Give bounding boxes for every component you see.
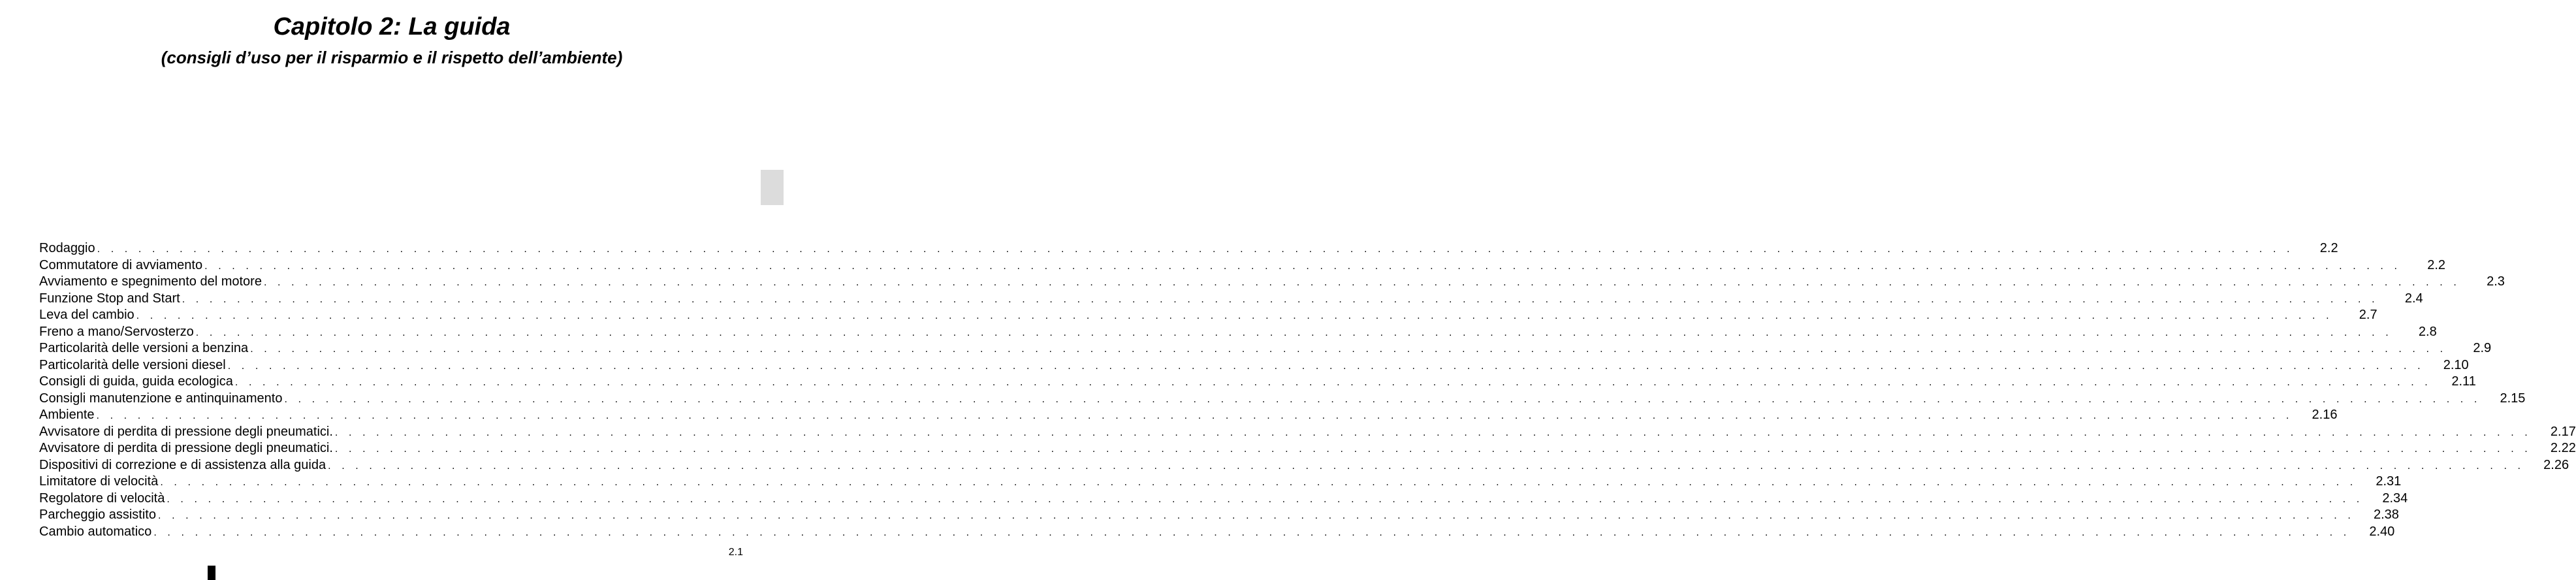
toc-dot-leader: . . . . . . . . . . . . . . . . . . . . . . . . . . . . . . . . . . . . . . . . . . . . . . . . . . . . . . . . . . . . . . . . . . . . . . . . . . . . . . . . . . . . . . . . . . . . . . . . . . . . . . . . . . . . . . . . . . . . . . . . . . . . . . . . . . . . . . . . . . . . . . . . . . . . . . . . . . . . . . . . (160, 477, 2357, 488)
toc-entry (39, 374, 2476, 391)
toc-entry (39, 491, 2408, 508)
toc-entry-page: 2.22 (2550, 441, 2576, 455)
toc-entry (39, 307, 2377, 324)
toc-entry-label: Consigli di guida, guida ecologica (39, 374, 233, 389)
toc-entry (39, 440, 2576, 457)
toc-entry (39, 257, 2446, 274)
toc-dot-leader: . . . . . . . . . . . . . . . . . . . . . . . . . . . . . . . . . . . . . . . . . . . . . . . . . . . . . . . . . . . . . . . . . . . . . . . . . . . . . . . . . . . . . . . . . . . . . . . . . . . . . . . . . . . . . . . . . . . . . . . . . . . . . . . . . . . . . . . . . . . . . . . . . . . . . . . . . . . . . . . . (182, 293, 2379, 305)
toc-entry (39, 357, 2469, 374)
toc-entry (39, 474, 2402, 491)
toc-dot-leader: . . . . . . . . . . . . . . . . . . . . . . . . . . . . . . . . . . . . . . . . . . . . . . . . . . . . . . . . . . . . . . . . . . . . . . . . . . . . . . . . . . . . . . . . . . . . . . . . . . . . . . . . . . . . . . . . . . . . . . . . . . . . . . . . . . . . . . . . . . . . . . . . . . . . . . . . . . . . . . . . (328, 460, 2525, 472)
toc-entry-label: Cambio automatico (39, 524, 152, 539)
toc-entry-label: Commutatore di avviamento (39, 257, 203, 272)
toc-entry (39, 324, 2437, 341)
toc-entry-page: 2.26 (2543, 457, 2569, 472)
toc-entry-page: 2.3 (2487, 274, 2505, 289)
toc-entry-page: 2.11 (2451, 374, 2476, 389)
toc-dot-leader: . . . . . . . . . . . . . . . . . . . . . . . . . . . . . . . . . . . . . . . . . . . . . . . . . . . . . . . . . . . . . . . . . . . . . . . . . . . . . . . . . . . . . . . . . . . . . . . . . . . . . . . . . . . . . . . . . . . . . . . . . . . . . . . . . . . . . . . . . . . . . . . . . . . . . . . . . . . . . . . . (96, 410, 2293, 421)
toc-dot-leader: . . . . . . . . . . . . . . . . . . . . . . . . . . . . . . . . . . . . . . . . . . . . . . . . . . . . . . . . . . . . . . . . . . . . . . . . . . . . . . . . . . . . . . . . . . . . . . . . . . . . . . . . . . . . . . . . . . . . . . . . . . . . . . . . . . . . . . . . . . . . . . . . . . . . . . . . . . . . . . . . (204, 260, 2402, 272)
toc-entry-page: 2.31 (2376, 474, 2402, 489)
toc-entry (39, 507, 2399, 524)
toc-dot-leader: . . . . . . . . . . . . . . . . . . . . . . . . . . . . . . . . . . . . . . . . . . . . . . . . . . . . . . . . . . . . . . . . . . . . . . . . . . . . . . . . . . . . . . . . . . . . . . . . . . . . . . . . . . . . . . . . . . . . . . . . . . . . . . . . . . . . . . . . . . . . . . . . . . . . . . . . . . . . . . . . (167, 493, 2364, 505)
toc-entry (39, 291, 2423, 308)
toc-entry-label: Particolarità delle versioni a benzina (39, 341, 249, 355)
toc-entry-page: 2.17 (2550, 424, 2576, 439)
toc-entry-page: 2.2 (2427, 257, 2446, 272)
toc-entry-page: 2.16 (2312, 408, 2338, 422)
toc-entry-label: Avviamento e spegnimento del motore (39, 274, 262, 289)
toc-entry-page: 2.34 (2382, 491, 2408, 506)
toc-dot-leader: . . . . . . . . . . . . . . . . . . . . . . . . . . . . . . . . . . . . . . . . . . . . . . . . . . . . . . . . . . . . . . . . . . . . . . . . . . . . . . . . . . . . . . . . . . . . . . . . . . . . . . . . . . . . . . . . . . . . . . . . . . . . . . . . . . . . . . . . . . . . . . . . . . . . . . . . . . . . . . . . (153, 526, 2351, 538)
toc-entry-label: Leva del cambio (39, 308, 135, 322)
toc-entry-label: Limitatore di velocità (39, 474, 159, 489)
toc-entry-page: 2.2 (2319, 241, 2338, 255)
toc-dot-leader: . . . . . . . . . . . . . . . . . . . . . . . . . . . . . . . . . . . . . . . . . . . . . . . . . . . . . . . . . . . . . . . . . . . . . . . . . . . . . . . . . . . . . . . . . . . . . . . . . . . . . . . . . . . . . . . . . . . . . . . . . . . . . . . . . . . . . . . . . . . . . . . . . . . . . . . . . . . . . . . . (234, 377, 2432, 388)
toc-dot-leader: . . . . . . . . . . . . . . . . . . . . . . . . . . . . . . . . . . . . . . . . . . . . . . . . . . . . . . . . . . . . . . . . . . . . . . . . . . . . . . . . . . . . . . . . . . . . . . . . . . . . . . . . . . . . . . . . . . . . . . . . . . . . . . . . . . . . . . . . . . . . . . . . . . . . . . . . . . . . . . . . (227, 360, 2425, 372)
toc-entry (39, 457, 2569, 474)
toc-dot-leader: . . . . . . . . . . . . . . . . . . . . . . . . . . . . . . . . . . . . . . . . . . . . . . . . . . . . . . . . . . . . . . . . . . . . . . . . . . . . . . . . . . . . . . . . . . . . . . . . . . . . . . . . . . . . . . . . . . . . . . . . . . . . . . . . . . . . . . . . . . . . . . . . . . . . . . . . . . . . . . . . (334, 443, 2532, 455)
toc-dot-leader: . . . . . . . . . . . . . . . . . . . . . . . . . . . . . . . . . . . . . . . . . . . . . . . . . . . . . . . . . . . . . . . . . . . . . . . . . . . . . . . . . . . . . . . . . . . . . . . . . . . . . . . . . . . . . . . . . . . . . . . . . . . . . . . . . . . . . . . . . . . . . . . . . . . . . . . . . . . . . . . . (97, 244, 2294, 255)
page-number: 2.1 (728, 547, 743, 558)
toc-entry (39, 524, 2395, 541)
toc-entry-label: Regolatore di velocità (39, 491, 165, 506)
toc-dot-leader: . . . . . . . . . . . . . . . . . . . . . . . . . . . . . . . . . . . . . . . . . . . . . . . . . . . . . . . . . . . . . . . . . . . . . . . . . . . . . . . . . . . . . . . . . . . . . . . . . . . . . . . . . . . . . . . . . . . . . . . . . . . . . . . . . . . . . . . . . . . . . . . . . . . . . . . . . . . . . . . . (136, 310, 2333, 321)
toc-entry (39, 407, 2338, 424)
toc-entry-page: 2.40 (2369, 524, 2395, 539)
toc-entry (39, 240, 2338, 257)
toc-entry-page: 2.7 (2359, 308, 2377, 322)
toc-entry (39, 340, 2492, 357)
chapter-title: Capitolo 2: La guida (273, 13, 511, 40)
toc-dot-leader: . . . . . . . . . . . . . . . . . . . . . . . . . . . . . . . . . . . . . . . . . . . . . . . . . . . . . . . . . . . . . . . . . . . . . . . . . . . . . . . . . . . . . . . . . . . . . . . . . . . . . . . . . . . . . . . . . . . . . . . . . . . . . . . . . . . . . . . . . . . . . . . . . . . . . . . . . . . . . . . . (195, 327, 2393, 338)
toc-entry-label: Avvisatore di perdita di pressione degli pneumatici. (39, 441, 333, 455)
toc-entry-label: Consigli manutenzione e antinquinamento (39, 391, 283, 406)
toc-entry-page: 2.9 (2473, 341, 2492, 355)
toc-dot-leader: . . . . . . . . . . . . . . . . . . . . . . . . . . . . . . . . . . . . . . . . . . . . . . . . . . . . . . . . . . . . . . . . . . . . . . . . . . . . . . . . . . . . . . . . . . . . . . . . . . . . . . . . . . . . . . . . . . . . . . . . . . . . . . . . . . . . . . . . . . . . . . . . . . . . . . . . . . . . . . . . (157, 510, 2355, 521)
toc-entry-page: 2.15 (2500, 391, 2526, 406)
toc-entry-page: 2.8 (2418, 324, 2437, 339)
toc-dot-leader: . . . . . . . . . . . . . . . . . . . . . . . . . . . . . . . . . . . . . . . . . . . . . . . . . . . . . . . . . . . . . . . . . . . . . . . . . . . . . . . . . . . . . . . . . . . . . . . . . . . . . . . . . . . . . . . . . . . . . . . . . . . . . . . . . . . . . . . . . . . . . . . . . . . . . . . . . . . . . . . . (284, 393, 2481, 405)
toc-dot-leader: . . . . . . . . . . . . . . . . . . . . . . . . . . . . . . . . . . . . . . . . . . . . . . . . . . . . . . . . . . . . . . . . . . . . . . . . . . . . . . . . . . . . . . . . . . . . . . . . . . . . . . . . . . . . . . . . . . . . . . . . . . . . . . . . . . . . . . . . . . . . . . . . . . . . . . . . . . . . . . . . (250, 344, 2447, 355)
toc-entry-label: Ambiente (39, 408, 95, 422)
toc-dot-leader: . . . . . . . . . . . . . . . . . . . . . . . . . . . . . . . . . . . . . . . . . . . . . . . . . . . . . . . . . . . . . . . . . . . . . . . . . . . . . . . . . . . . . . . . . . . . . . . . . . . . . . . . . . . . . . . . . . . . . . . . . . . . . . . . . . . . . . . . . . . . . . . . . . . . . . . . . . . . . . . . (334, 427, 2532, 438)
chapter-tab-marker (761, 170, 784, 205)
toc-entry (39, 424, 2576, 441)
toc-entry-label: Rodaggio (39, 241, 95, 255)
toc-entry (39, 274, 2505, 291)
toc-entry-label: Funzione Stop and Start (39, 291, 180, 306)
crop-mark (208, 566, 215, 580)
toc-entry (39, 391, 2526, 408)
toc-entry-label: Dispositivi di correzione e di assistenza alla guida (39, 457, 326, 472)
table-of-contents (39, 240, 2576, 540)
toc-entry-label: Freno a mano/Servosterzo (39, 324, 194, 339)
toc-entry-page: 2.10 (2443, 357, 2469, 372)
toc-entry-page: 2.38 (2374, 508, 2399, 522)
chapter-subtitle: (consigli d’uso per il risparmio e il rispetto dell’ambiente) (161, 48, 623, 67)
toc-entry-page: 2.4 (2404, 291, 2423, 306)
toc-entry-label: Parcheggio assistito (39, 508, 156, 522)
toc-entry-label: Avvisatore di perdita di pressione degli pneumatici. (39, 424, 333, 439)
toc-entry-label: Particolarità delle versioni diesel (39, 357, 226, 372)
toc-dot-leader: . . . . . . . . . . . . . . . . . . . . . . . . . . . . . . . . . . . . . . . . . . . . . . . . . . . . . . . . . . . . . . . . . . . . . . . . . . . . . . . . . . . . . . . . . . . . . . . . . . . . . . . . . . . . . . . . . . . . . . . . . . . . . . . . . . . . . . . . . . . . . . . . . . . . . . . . . . . . . . . . (263, 277, 2460, 288)
